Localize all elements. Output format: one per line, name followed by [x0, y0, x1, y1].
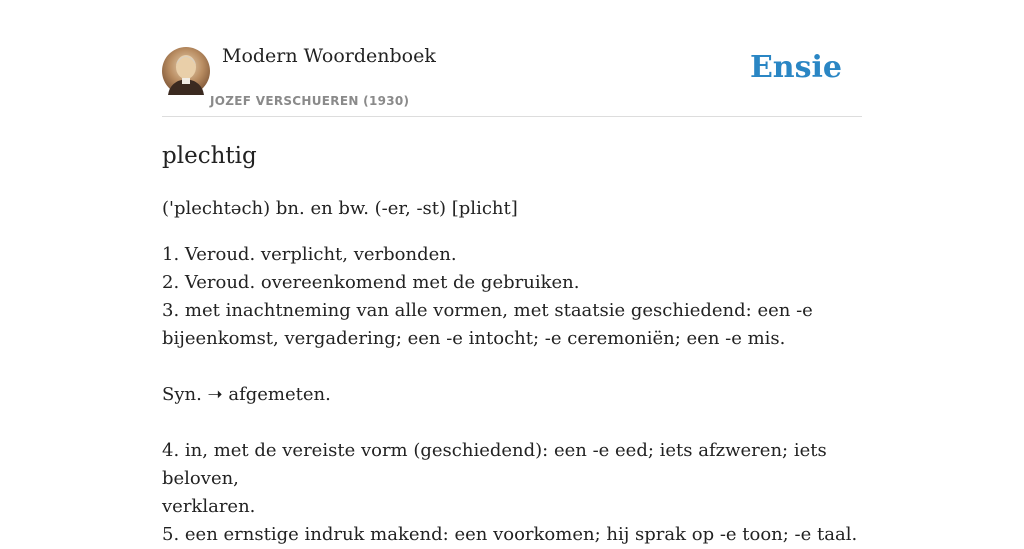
definition-line: 1. Veroud. verplicht, verbonden.: [162, 244, 457, 265]
synonym-line: Syn. ➝ afgemeten.: [162, 384, 331, 405]
entry-definitions: [162, 241, 862, 549]
author-name[interactable]: JOZEF VERSCHUEREN (1930): [210, 94, 410, 108]
author-avatar[interactable]: [162, 47, 210, 95]
definition-line: 5. een ernstige indruk makend: een voorkomen; hij sprak op -e toon; -e taal.: [162, 524, 858, 545]
definition-line: verklaren.: [162, 496, 256, 517]
entry-pronunciation: ('plechtəch) bn. en bw. (-er, -st) [plicht]: [162, 198, 518, 219]
definition-line: 4. in, met de vereiste vorm (geschiedend): een -e eed; iets afzweren; iets beloven,: [162, 440, 827, 489]
author-portrait-icon: [162, 47, 210, 95]
entry-title: plechtig: [162, 143, 257, 169]
paragraph-gap: [162, 353, 862, 381]
definition-line: 2. Veroud. overeenkomend met de gebruiken.: [162, 272, 580, 293]
ensie-logo[interactable]: Ensie: [749, 50, 842, 85]
paragraph-gap: [162, 409, 862, 437]
dictionary-header: [162, 0, 862, 117]
definition-line: 3. met inachtneming van alle vormen, met staatsie geschiedend: een -e: [162, 300, 813, 321]
page-container: [162, 0, 862, 549]
definition-line: bijeenkomst, vergadering; een -e intocht; -e ceremoniën; een -e mis.: [162, 328, 786, 349]
book-title[interactable]: Modern Woordenboek: [222, 45, 436, 67]
